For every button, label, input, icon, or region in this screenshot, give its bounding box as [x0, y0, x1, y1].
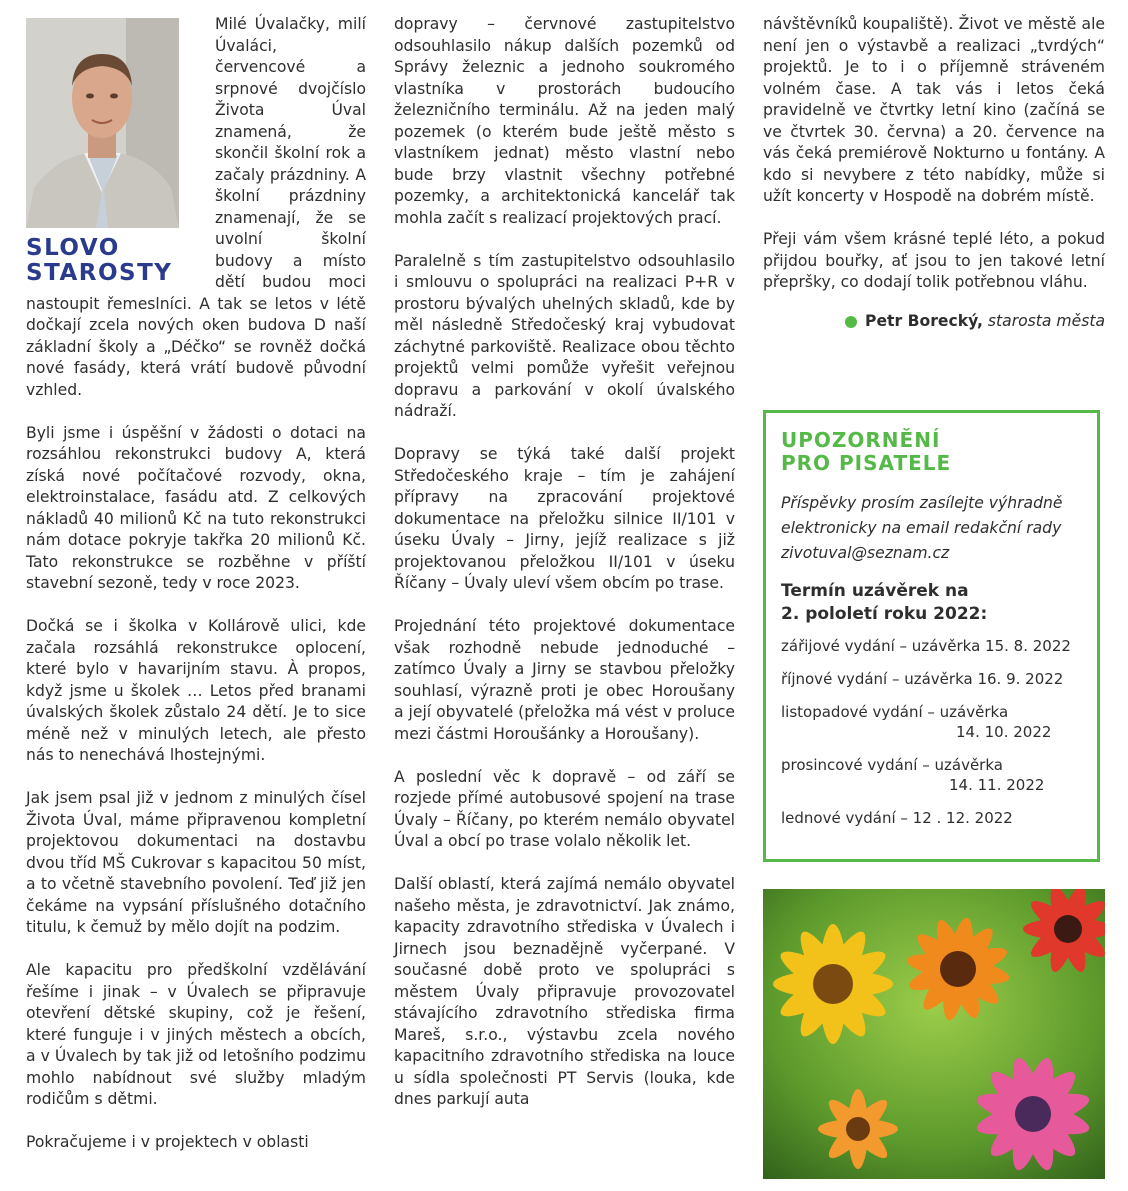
author-role: starosta města [987, 312, 1105, 330]
article-column-3 [763, 14, 1105, 333]
paragraph: A poslední věc k dopravě – od září se rozjede přímé autobusové spojení na trase Úvaly – Říčany, po kterém nemálo obyvatel Úval a obcí po trase volalo několik let. [394, 767, 735, 850]
paragraph: Přeji vám všem krásné teplé léto, a pokud přijdou bouřky, ať jsou to jen takové letní přepršky, co dodají tolik potřebnou vláhu. [763, 230, 1105, 291]
paragraph: dopravy – červnové zastupitelstvo odsouhlasilo nákup dalších pozemků od Správy železnic a jednoho soukromého vlastníka v prostorách budoucího železničního terminálu. Až na jeden malý pozemek (o kterém bude ještě město s vlastníkem jednat) město vlastní nebo bude brzy vlastnit všechny potřebné pozemky, a architektonická kancelář tak mohla začít s realizací projektových prací. [394, 15, 735, 227]
notice-box [763, 410, 1100, 862]
article-column-2 [394, 14, 735, 1132]
deadline-item: listopadové vydání – uzávěrka 14. 10. 2022 [781, 703, 1052, 741]
paragraph: návštěvníků koupaliště). Život ve městě ale není jen o výstavbě a realizaci „tvrdých“ projektů. Je to i o příjemně stráveném volném čase. A tak vás i letos čeká pravidelně ve čtvrtky letní kino (začíná se ve čtvrtek 30. června) a 20. července na vás čeká premiérově Nokturno u fontány. A kdo si nevybere z této nabídky, může si užít koncerty v Hospodě na dobrém místě. [763, 15, 1105, 205]
article-column-1 [26, 14, 366, 1175]
paragraph: Ale kapacitu pro předškolní vzdělávání řešíme i jinak – v Úvalech se připravuje otevření dětské skupiny, což je řešení, které funguje i v jiných městech a obcích, a v Úvalech by tak již od letošního podzimu mohlo nabídnout své služby mladým rodičům s dětmi. [26, 961, 366, 1108]
section-heading: SLOVO STAROSTY [26, 235, 173, 286]
bullet-dot-icon [845, 316, 857, 328]
paragraph: Další oblastí, která zajímá nemálo obyvatel našeho města, je zdravotnictví. Jak známo, kapacity zdravotního střediska v Úvalech i Jirnech jsou beznadějně vyčerpané. V současné době proto ve spolupráci s městem Úvaly připravuje provozovatel stávajícího zdravotního střediska firma Mareš, s.r.o., výstavbu zcela nového kapacitního zdravotního střediska na louce u sídla společnosti PT Servis (louka, kde dnes parkují auta [394, 875, 735, 1108]
author-signature [763, 311, 1105, 333]
author-name: Petr Borecký, [865, 312, 983, 330]
paragraph: Paralelně s tím zastupitelstvo odsouhlasilo i smlouvu o spolupráci na realizaci P+R v prostoru bývalých uhelných skladů, kde by měl následně Středočeský kraj vybudovat záchytné parkoviště. Realizace obou těchto projektů velmi pomůže vyřešit veřejnou dopravu a parkování v okolí úvalského nádraží. [394, 251, 735, 420]
paragraph: Milé Úvalačky, milí Úvaláci, červencové a srpnové dvojčíslo Života Úval znamená, že skončil školní rok a začaly prázdniny. A školní prázdniny znamenají, že se uvolní školní budovy a místo dětí budou moci nastoupit řemeslníci. A tak se letos v létě dočkají zcela nových oken budova D naší základní školy a „Déčko“ se rovněž dočká nové fasády, která vrátí budově původní vzhled. [26, 15, 366, 399]
deadline-heading: Termín uzávěrek na 2. pololetí roku 2022: [781, 581, 988, 624]
deadline-item: říjnové vydání – uzávěrka 16. 9. 2022 [781, 670, 1064, 688]
mayor-portrait-photo [26, 18, 179, 228]
notice-text: Příspěvky prosím zasílejte výhradně elektronicky na email redakční rady zivotuval@seznam.cz [781, 494, 1063, 562]
notice-title: UPOZORNĚNÍ PRO PISATELE [781, 428, 952, 475]
paragraph: Dopravy se týká také další projekt Středočeského kraje – tím je zahájení přípravy na zpracování projektové dokumentace na přeložku silnice II/101 v úseku Úvaly – Jirny, jejíž realizace s již projektovanou přeložkou II/101 v úseku Říčany – Úvaly uleví všem obcím po trase. [394, 445, 735, 592]
author-photo-block [26, 14, 201, 286]
paragraph: Jak jsem psal již v jednom z minulých čísel Života Úval, máme připravenou kompletní projektovou dokumentaci na dostavbu dvou tříd MŠ Cukrovar s kapacitou 50 míst, a to včetně stavebního povolení. Teď již jen čekáme na vypsání příslušného dotačního titulu, k čemuž by mělo dojít na podzim. [26, 789, 366, 936]
deadline-item: lednové vydání – 12 . 12. 2022 [781, 809, 1013, 827]
paragraph: Projednání této projektové dokumentace však rozhodně nebude jednoduché – zatímco Úvaly a Jirny se stavbou přeložky souhlasí, výrazně proti je obec Horoušany a její obyvatelé (přeložka má vést v proluce mezi částmi Horoušánky a Horoušany). [394, 617, 735, 743]
deadline-item: prosincové vydání – uzávěrka 14. 11. 2022 [781, 756, 1045, 794]
deadline-item: zářijové vydání – uzávěrka 15. 8. 2022 [781, 637, 1071, 655]
paragraph: Byli jsme i úspěšní v žádosti o dotaci na rozsáhlou rekonstrukci budovy A, která získá nové počítačové rozvody, okna, elektroinstalace, fasádu atd. Z celkových nákladů 40 milionů Kč na tuto rekonstrukci nám dotace pokryje takřka 20 milionů Kč. Tato rekonstrukce se rozběhne v příští stavební sezoně, tedy v roce 2023. [26, 423, 366, 592]
paragraph: Dočká se i školka v Kollárově ulici, kde začala rozsáhlá rekonstrukce oplocení, které bylo v havarijním stavu. À propos, když jsme u školek … Letos před branami úvalských školek zůstalo 24 dětí. Je to sice méně než v minulých letech, ale přesto nás to nenechává lhostejnými. [26, 617, 366, 764]
flowers-photo [763, 889, 1105, 1179]
paragraph: Pokračujeme i v projektech v oblasti [26, 1133, 309, 1151]
